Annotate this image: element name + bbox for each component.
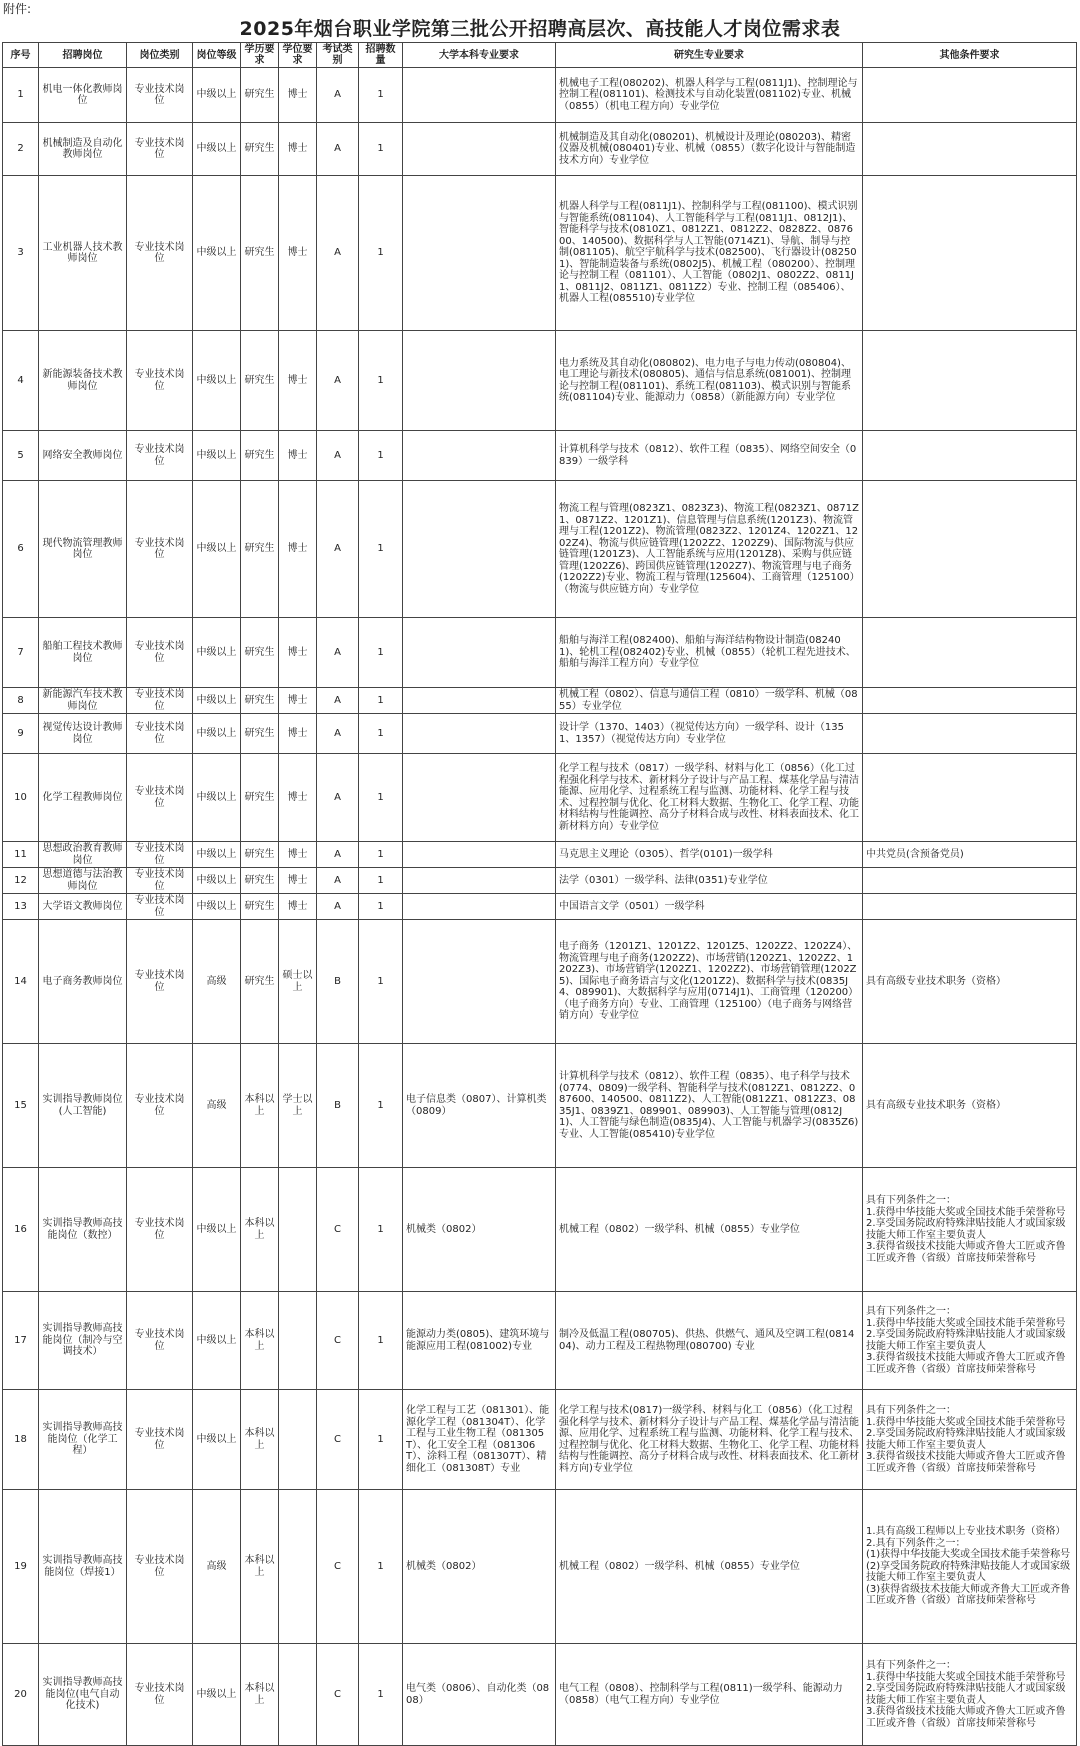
- cell-edu: 研究生: [241, 331, 279, 431]
- cell-post: 实训指导教师高技能岗位(电气自动化技术): [39, 1644, 127, 1746]
- cell-grad-major: 机器人科学与工程(0811J1)、控制科学与工程(081100)、模式识别与智能系统(081104)、人工智能科学与工程(0811J1、0812J1)、智能科学与技术(0810Z1、0812Z1、0812Z2、0828Z2、087600、140500)、数据科学与人工智能(0714Z1)、导航、制导与控制(081105)、航空宇航科学与技术(082500)、飞行器设计(082501)、智能制造装备与系统(0802J5)、机械工程（080200）、控制理论与控制工程（081101）、人工智能（0802J1、0802Z2、0811J1、0811J2、0811Z1、0811Z2）专业、控制工程（085406）、机器人工程(085510)专业学位: [556, 176, 863, 331]
- cell-count: 1: [359, 688, 403, 714]
- cell-exam: C: [317, 1644, 359, 1746]
- cell-exam: A: [317, 618, 359, 688]
- cell-other-requirements: [863, 754, 1077, 842]
- cell-type: 专业技术岗位: [127, 1044, 193, 1168]
- cell-other-requirements: 具有下列条件之一： 1.获得中华技能大奖或全国技术能手荣誉称号 2.享受国务院政府特殊津贴技能人才或国家级技能大师工作室主要负责人 3.获得省级技术技能大师或齐鲁大工匠或齐鲁工匠或齐鲁（省级）首席技师荣誉称号: [863, 1168, 1077, 1292]
- cell-undergrad-major: [403, 481, 556, 618]
- table-row: [3, 68, 1077, 123]
- cell-edu: 本科以上: [241, 1044, 279, 1168]
- cell-post: 机电一体化教师岗位: [39, 68, 127, 123]
- table-row: [3, 331, 1077, 431]
- cell-no: 16: [3, 1168, 39, 1292]
- cell-degree: 博士: [279, 431, 317, 481]
- cell-other-requirements: [863, 868, 1077, 894]
- cell-other-requirements: [863, 688, 1077, 714]
- cell-count: 1: [359, 1292, 403, 1390]
- cell-level: 中级以上: [193, 1168, 241, 1292]
- cell-type: 专业技术岗位: [127, 714, 193, 754]
- cell-no: 18: [3, 1390, 39, 1490]
- cell-edu: 研究生: [241, 68, 279, 123]
- cell-exam: C: [317, 1292, 359, 1390]
- cell-undergrad-major: 能源动力类(0805)、建筑环境与能源应用工程(081002)专业: [403, 1292, 556, 1390]
- cell-grad-major: 机械工程（0802）、信息与通信工程（0810）一级学科、机械（0855）专业学位: [556, 688, 863, 714]
- cell-count: 1: [359, 1490, 403, 1644]
- cell-other-requirements: [863, 894, 1077, 920]
- cell-type: 专业技术岗位: [127, 1490, 193, 1644]
- cell-count: 1: [359, 1390, 403, 1490]
- cell-edu: 研究生: [241, 431, 279, 481]
- cell-edu: 研究生: [241, 920, 279, 1044]
- cell-type: 专业技术岗位: [127, 754, 193, 842]
- cell-degree: [279, 1292, 317, 1390]
- cell-other-requirements: [863, 68, 1077, 123]
- cell-grad-major: 机械制造及其自动化(080201)、机械设计及理论(080203)、精密仪器及机械(080401)专业、机械（0855）（数字化设计与智能制造技术方向）专业学位: [556, 123, 863, 176]
- cell-type: 专业技术岗位: [127, 688, 193, 714]
- table-row: [3, 1390, 1077, 1490]
- cell-count: 1: [359, 1044, 403, 1168]
- cell-other-requirements: 1.具有高级工程师以上专业技术职务（资格） 2.具有下列条件之一： (1)获得中华技能大奖或全国技术能手荣誉称号 (2)享受国务院政府特殊津贴技能人才或国家级技能大师工作室主要负责人 (3)获得省级技术技能大师或齐鲁大工匠或齐鲁工匠或齐鲁（省级）首席技师荣誉称号: [863, 1490, 1077, 1644]
- cell-post: 网络安全教师岗位: [39, 431, 127, 481]
- cell-no: 8: [3, 688, 39, 714]
- cell-type: 专业技术岗位: [127, 431, 193, 481]
- recruitment-table: [2, 42, 1077, 1746]
- cell-no: 9: [3, 714, 39, 754]
- recruitment-table-container: [2, 42, 1076, 1746]
- cell-grad-major: 电子商务（1201Z1、1201Z2、1201Z5、1202Z2、1202Z4）、物流管理与电子商务(1202Z2)、市场营销(1202Z1、1202Z2、1202Z3)、市场营销学(1202Z1、1202Z2)、市场营销管理(1202Z5)、国际电子商务语言与文化(1201Z2)、数据科学与技术(0835J4、089901)、大数据科学与应用(0714J1)、工商管理（120200）（电子商务方向）专业、工商管理（125100）（电子商务与网络营销方向）专业学位: [556, 920, 863, 1044]
- cell-type: 专业技术岗位: [127, 920, 193, 1044]
- cell-level: 中级以上: [193, 1390, 241, 1490]
- header-cell: 研究生专业要求: [556, 43, 863, 68]
- cell-exam: C: [317, 1390, 359, 1490]
- header-cell: 招聘岗位: [39, 43, 127, 68]
- cell-exam: A: [317, 754, 359, 842]
- cell-count: 1: [359, 481, 403, 618]
- cell-degree: 博士: [279, 688, 317, 714]
- cell-undergrad-major: [403, 920, 556, 1044]
- cell-no: 4: [3, 331, 39, 431]
- cell-grad-major: 电气工程（0808）、控制科学与工程(0811)一级学科、能源动力（0858）（电气工程方向）专业学位: [556, 1644, 863, 1746]
- cell-degree: 博士: [279, 754, 317, 842]
- cell-undergrad-major: 机械类（0802）: [403, 1168, 556, 1292]
- table-row: [3, 1044, 1077, 1168]
- cell-degree: [279, 1168, 317, 1292]
- cell-post: 实训指导教师高技能岗位（制冷与空调技术）: [39, 1292, 127, 1390]
- cell-type: 专业技术岗位: [127, 1168, 193, 1292]
- cell-undergrad-major: [403, 618, 556, 688]
- cell-type: 专业技术岗位: [127, 894, 193, 920]
- cell-grad-major: 物流工程与管理(0823Z1、0823Z3)、物流工程(0823Z1、0871Z1、0871Z2、1201Z1)、信息管理与信息系统(1201Z3)、物流管理与工程(1201Z2)、物流管理(0823Z2、1201Z4、1202Z1、1202Z4)、物流与供应链管理(1202Z2、1202Z9)、国际物流与供应链管理(1201Z3)、人工智能系统与应用(1201Z8)、采购与供应链管理(1202Z6)、跨国供应链管理(1202Z7)、物流管理与电子商务(1202Z2)专业、物流工程与管理(125604)、工商管理（125100）（物流与供应链方向）专业学位: [556, 481, 863, 618]
- cell-edu: 本科以上: [241, 1168, 279, 1292]
- cell-other-requirements: 中共党员(含预备党员): [863, 842, 1077, 868]
- cell-edu: 本科以上: [241, 1490, 279, 1644]
- cell-no: 12: [3, 868, 39, 894]
- attachment-label: 附件:: [3, 2, 32, 16]
- cell-grad-major: 计算机科学与技术（0812）、软件工程（0835）、网络空间安全（0839）一级学科: [556, 431, 863, 481]
- cell-grad-major: 制冷及低温工程(080705)、供热、供燃气、通风及空调工程(081404)、动力工程及工程热物理(080700) 专业: [556, 1292, 863, 1390]
- cell-post: 思想道德与法治教师岗位: [39, 868, 127, 894]
- cell-degree: 博士: [279, 842, 317, 868]
- cell-count: 1: [359, 1168, 403, 1292]
- table-row: [3, 688, 1077, 714]
- header-cell: 岗位等级: [193, 43, 241, 68]
- table-row: [3, 714, 1077, 754]
- cell-grad-major: 电力系统及其自动化(080802)、电力电子与电力传动(080804)、电工理论与新技术(080805)、通信与信息系统(081001)、控制理论与控制工程(081101)、系统工程(081103)、模式识别与智能系统(081104)专业、能源动力（0858）（新能源方向）专业学位: [556, 331, 863, 431]
- cell-undergrad-major: [403, 894, 556, 920]
- cell-no: 15: [3, 1044, 39, 1168]
- cell-other-requirements: [863, 123, 1077, 176]
- cell-level: 中级以上: [193, 618, 241, 688]
- cell-undergrad-major: 机械类（0802）: [403, 1490, 556, 1644]
- cell-post: 工业机器人技术教师岗位: [39, 176, 127, 331]
- cell-post: 船舶工程技术教师岗位: [39, 618, 127, 688]
- cell-other-requirements: [863, 331, 1077, 431]
- cell-exam: B: [317, 920, 359, 1044]
- cell-grad-major: 马克思主义理论（0305）、哲学(0101)一级学科: [556, 842, 863, 868]
- cell-level: 中级以上: [193, 688, 241, 714]
- header-cell: 序号: [3, 43, 39, 68]
- cell-undergrad-major: 电气类（0806）、自动化类（0808）: [403, 1644, 556, 1746]
- cell-undergrad-major: [403, 842, 556, 868]
- cell-level: 中级以上: [193, 331, 241, 431]
- cell-count: 1: [359, 754, 403, 842]
- cell-degree: 博士: [279, 176, 317, 331]
- cell-no: 2: [3, 123, 39, 176]
- cell-degree: 博士: [279, 331, 317, 431]
- table-row: [3, 1292, 1077, 1390]
- cell-level: 高级: [193, 1044, 241, 1168]
- cell-post: 现代物流管理教师岗位: [39, 481, 127, 618]
- cell-type: 专业技术岗位: [127, 1644, 193, 1746]
- cell-count: 1: [359, 123, 403, 176]
- cell-grad-major: 船舶与海洋工程(082400)、船舶与海洋结构物设计制造(082401)、轮机工程(082402)专业、机械（0855）（轮机工程先进技术、船舶与海洋工程方向）专业学位: [556, 618, 863, 688]
- cell-no: 14: [3, 920, 39, 1044]
- cell-post: 实训指导教师高技能岗位（数控）: [39, 1168, 127, 1292]
- cell-level: 中级以上: [193, 431, 241, 481]
- cell-type: 专业技术岗位: [127, 123, 193, 176]
- cell-type: 专业技术岗位: [127, 618, 193, 688]
- cell-no: 13: [3, 894, 39, 920]
- cell-count: 1: [359, 842, 403, 868]
- header-cell: 考试类别: [317, 43, 359, 68]
- cell-exam: A: [317, 868, 359, 894]
- cell-exam: A: [317, 176, 359, 331]
- cell-post: 大学语文教师岗位: [39, 894, 127, 920]
- cell-edu: 研究生: [241, 754, 279, 842]
- cell-type: 专业技术岗位: [127, 481, 193, 618]
- cell-level: 中级以上: [193, 68, 241, 123]
- cell-type: 专业技术岗位: [127, 68, 193, 123]
- table-row: [3, 1490, 1077, 1644]
- cell-no: 17: [3, 1292, 39, 1390]
- cell-exam: A: [317, 123, 359, 176]
- cell-edu: 研究生: [241, 481, 279, 618]
- header-cell: 岗位类别: [127, 43, 193, 68]
- cell-no: 3: [3, 176, 39, 331]
- cell-post: 实训指导教师高技能岗位（化学工程）: [39, 1390, 127, 1490]
- cell-edu: 研究生: [241, 842, 279, 868]
- cell-degree: 博士: [279, 481, 317, 618]
- page-title: 2025年烟台职业学院第三批公开招聘高层次、高技能人才岗位需求表: [239, 18, 841, 40]
- cell-type: 专业技术岗位: [127, 1292, 193, 1390]
- cell-level: 中级以上: [193, 868, 241, 894]
- cell-level: 中级以上: [193, 754, 241, 842]
- cell-level: 中级以上: [193, 123, 241, 176]
- cell-post: 机械制造及自动化教师岗位: [39, 123, 127, 176]
- header-cell: 学历要求: [241, 43, 279, 68]
- table-row: [3, 1644, 1077, 1746]
- cell-undergrad-major: 化学工程与工艺（081301）、能源化学工程（081304T）、化学工程与工业生物工程（081305T）、化工安全工程（081306T）、涂料工程（081307T）、精细化工（081308T）专业: [403, 1390, 556, 1490]
- cell-grad-major: 设计学（1370、1403）（视觉传达方向）一级学科、设计（1351、1357）（视觉传达方向）专业学位: [556, 714, 863, 754]
- cell-undergrad-major: [403, 176, 556, 331]
- cell-no: 1: [3, 68, 39, 123]
- cell-no: 11: [3, 842, 39, 868]
- cell-degree: 博士: [279, 868, 317, 894]
- cell-other-requirements: [863, 481, 1077, 618]
- cell-count: 1: [359, 331, 403, 431]
- cell-count: 1: [359, 894, 403, 920]
- cell-degree: 博士: [279, 618, 317, 688]
- cell-other-requirements: 具有高级专业技术职务（资格）: [863, 1044, 1077, 1168]
- cell-count: 1: [359, 920, 403, 1044]
- cell-degree: 博士: [279, 123, 317, 176]
- cell-exam: A: [317, 481, 359, 618]
- cell-undergrad-major: [403, 331, 556, 431]
- cell-type: 专业技术岗位: [127, 331, 193, 431]
- cell-edu: 研究生: [241, 618, 279, 688]
- cell-exam: A: [317, 842, 359, 868]
- cell-degree: 博士: [279, 714, 317, 754]
- cell-type: 专业技术岗位: [127, 1390, 193, 1490]
- table-row: [3, 123, 1077, 176]
- table-row: [3, 176, 1077, 331]
- table-row: [3, 920, 1077, 1044]
- cell-grad-major: 机械工程（0802）一级学科、机械（0855）专业学位: [556, 1490, 863, 1644]
- cell-no: 19: [3, 1490, 39, 1644]
- cell-degree: 博士: [279, 894, 317, 920]
- cell-level: 中级以上: [193, 176, 241, 331]
- cell-post: 电子商务教师岗位: [39, 920, 127, 1044]
- cell-level: 中级以上: [193, 481, 241, 618]
- cell-other-requirements: 具有下列条件之一： 1.获得中华技能大奖或全国技术能手荣誉称号 2.享受国务院政府特殊津贴技能人才或国家级技能大师工作室主要负责人 3.获得省级技术技能大师或齐鲁大工匠或齐鲁工匠或齐鲁（省级）首席技师荣誉称号: [863, 1390, 1077, 1490]
- cell-other-requirements: [863, 618, 1077, 688]
- cell-no: 10: [3, 754, 39, 842]
- cell-count: 1: [359, 714, 403, 754]
- cell-count: 1: [359, 431, 403, 481]
- cell-other-requirements: [863, 431, 1077, 481]
- cell-undergrad-major: [403, 714, 556, 754]
- cell-exam: B: [317, 1044, 359, 1168]
- cell-degree: [279, 1390, 317, 1490]
- cell-edu: 研究生: [241, 868, 279, 894]
- cell-count: 1: [359, 1644, 403, 1746]
- cell-type: 专业技术岗位: [127, 176, 193, 331]
- cell-post: 新能源汽车技术教师岗位: [39, 688, 127, 714]
- cell-other-requirements: [863, 176, 1077, 331]
- cell-edu: 本科以上: [241, 1390, 279, 1490]
- cell-undergrad-major: 电子信息类（0807）、计算机类（0809）: [403, 1044, 556, 1168]
- table-row: [3, 754, 1077, 842]
- cell-level: 中级以上: [193, 714, 241, 754]
- cell-exam: A: [317, 714, 359, 754]
- cell-undergrad-major: [403, 868, 556, 894]
- cell-other-requirements: 具有高级专业技术职务（资格）: [863, 920, 1077, 1044]
- cell-level: 中级以上: [193, 1292, 241, 1390]
- cell-exam: A: [317, 894, 359, 920]
- cell-level: 高级: [193, 1490, 241, 1644]
- cell-other-requirements: 具有下列条件之一： 1.获得中华技能大奖或全国技术能手荣誉称号 2.享受国务院政府特殊津贴技能人才或国家级技能大师工作室主要负责人 3.获得省级技术技能大师或齐鲁大工匠或齐鲁工匠或齐鲁（省级）首席技师荣誉称号: [863, 1292, 1077, 1390]
- cell-edu: 本科以上: [241, 1644, 279, 1746]
- cell-degree: 博士: [279, 68, 317, 123]
- cell-degree: [279, 1490, 317, 1644]
- cell-grad-major: 计算机科学与技术（0812）、软件工程（0835）、电子科学与技术(0774、0809)一级学科、智能科学与技术(0812Z1、0812Z2、087600、140500、0811Z2)、人工智能(0812Z1、0812Z3、0835J1、0839Z1、089901、089903)、人工智能与管理(0812J1)、人工智能与绿色制造(0835J4)、人工智能与机器学习(0835Z6)专业、人工智能(085410)专业学位: [556, 1044, 863, 1168]
- cell-exam: A: [317, 331, 359, 431]
- cell-degree: 硕士以上: [279, 920, 317, 1044]
- cell-edu: 研究生: [241, 714, 279, 754]
- cell-level: 中级以上: [193, 842, 241, 868]
- cell-exam: A: [317, 688, 359, 714]
- cell-count: 1: [359, 868, 403, 894]
- cell-post: 思想政治教育教师岗位: [39, 842, 127, 868]
- cell-post: 实训指导教师岗位(人工智能): [39, 1044, 127, 1168]
- cell-post: 新能源装备技术教师岗位: [39, 331, 127, 431]
- cell-grad-major: 化学工程与技术（0817）一级学科、材料与化工（0856）（化工过程强化科学与技术、新材料分子设计与产品工程、煤基化学品与清洁能源、应用化学、过程系统工程与监测、功能材料、化学工程与技术、过程控制与优化、化工材料大数据、生物化工、化学工程、功能材料结构与性能调控、高分子材料合成与改性、材料表面技术、化工新材料方向）专业学位: [556, 754, 863, 842]
- cell-level: 中级以上: [193, 1644, 241, 1746]
- cell-edu: 研究生: [241, 176, 279, 331]
- cell-undergrad-major: [403, 431, 556, 481]
- cell-no: 5: [3, 431, 39, 481]
- cell-exam: C: [317, 1168, 359, 1292]
- cell-edu: 研究生: [241, 688, 279, 714]
- table-row: [3, 868, 1077, 894]
- cell-count: 1: [359, 68, 403, 123]
- cell-edu: 研究生: [241, 894, 279, 920]
- cell-post: 视觉传达设计教师岗位: [39, 714, 127, 754]
- cell-type: 专业技术岗位: [127, 842, 193, 868]
- cell-undergrad-major: [403, 754, 556, 842]
- cell-grad-major: 机械工程（0802）一级学科、机械（0855）专业学位: [556, 1168, 863, 1292]
- table-row: [3, 894, 1077, 920]
- cell-no: 6: [3, 481, 39, 618]
- cell-edu: 研究生: [241, 123, 279, 176]
- cell-count: 1: [359, 176, 403, 331]
- table-header-row: [3, 43, 1077, 68]
- cell-degree: [279, 1644, 317, 1746]
- cell-post: 实训指导教师高技能岗位（焊接1）: [39, 1490, 127, 1644]
- cell-level: 高级: [193, 920, 241, 1044]
- cell-grad-major: 中国语言文学（0501）一级学科: [556, 894, 863, 920]
- cell-no: 7: [3, 618, 39, 688]
- table-row: [3, 1168, 1077, 1292]
- cell-post: 化学工程教师岗位: [39, 754, 127, 842]
- cell-count: 1: [359, 618, 403, 688]
- cell-grad-major: 机械电子工程(080202)、机器人科学与工程(0811J1)、控制理论与控制工程(081101)、检测技术与自动化装置(081102)专业、机械（0855）（机电工程方向）专业学位: [556, 68, 863, 123]
- cell-undergrad-major: [403, 688, 556, 714]
- cell-other-requirements: [863, 714, 1077, 754]
- table-row: [3, 481, 1077, 618]
- table-row: [3, 618, 1077, 688]
- cell-type: 专业技术岗位: [127, 868, 193, 894]
- cell-exam: C: [317, 1490, 359, 1644]
- cell-level: 中级以上: [193, 894, 241, 920]
- table-row: [3, 431, 1077, 481]
- table-row: [3, 842, 1077, 868]
- cell-exam: A: [317, 68, 359, 123]
- header-cell: 学位要求: [279, 43, 317, 68]
- cell-edu: 本科以上: [241, 1292, 279, 1390]
- cell-grad-major: 化学工程与技术(0817)一级学科、材料与化工（0856）（化工过程强化科学与技术、新材料分子设计与产品工程、煤基化学品与清洁能源、应用化学、过程系统工程与监测、功能材料、化学工程与技术、过程控制与优化、化工材料大数据、生物化工、化学工程、功能材料结构与性能调控、高分子材料合成与改性、材料表面技术、化工新材料方向)专业学位: [556, 1390, 863, 1490]
- cell-exam: A: [317, 431, 359, 481]
- cell-undergrad-major: [403, 123, 556, 176]
- header-cell: 其他条件要求: [863, 43, 1077, 68]
- cell-grad-major: 法学（0301）一级学科、法律(0351)专业学位: [556, 868, 863, 894]
- header-cell: 招聘数量: [359, 43, 403, 68]
- cell-undergrad-major: [403, 68, 556, 123]
- cell-degree: 学士以上: [279, 1044, 317, 1168]
- header-cell: 大学本科专业要求: [403, 43, 556, 68]
- cell-other-requirements: 具有下列条件之一： 1.获得中华技能大奖或全国技术能手荣誉称号 2.享受国务院政府特殊津贴技能人才或国家级技能大师工作室主要负责人 3.获得省级技术技能大师或齐鲁大工匠或齐鲁工匠或齐鲁（省级）首席技师荣誉称号: [863, 1644, 1077, 1746]
- cell-no: 20: [3, 1644, 39, 1746]
